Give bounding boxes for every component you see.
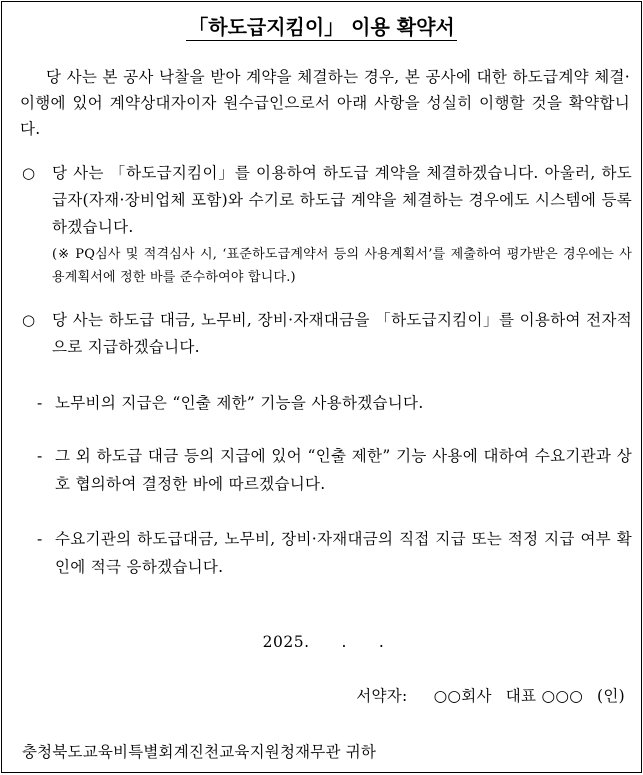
dash-bullet-icon: -: [37, 447, 43, 465]
circle-bullet-icon: ○: [22, 164, 36, 182]
dash-bullet-icon: -: [37, 394, 43, 412]
circle-bullet-icon: ○: [22, 311, 36, 329]
sub-item-3: [37, 525, 632, 581]
clause-1: [22, 160, 632, 289]
addressee: 충청북도교육비특별회계진천교육지원청재무관 귀하: [22, 743, 377, 761]
signer-label: 서약자:: [356, 687, 408, 705]
clause-1-note: (※ PQ심사 및 적격심사 시, ‘표준하도급계약서 등의 사용계획서’를 제출하여 평가받은 경우에는 사용계획서에 정한 바를 준수하여야 합니다.): [52, 247, 632, 285]
signer-representative: 대표 ○○○: [505, 687, 584, 705]
sub-item-2-text: 그 외 하도급 대금 등의 지급에 있어 “인출 제한” 기능 사용에 대하여 수요기관과 상호 협의하여 결정한 바에 따르겠습니다.: [55, 447, 632, 493]
document-title: [2, 11, 641, 40]
document-title-text: 「하도급지킴이」 이용 확약서: [188, 15, 455, 39]
signer-line: [356, 684, 625, 706]
intro-paragraph: 당 사는 본 공사 낙찰을 받아 계약을 체결하는 경우, 본 공사에 대한 하도급계약 체결·이행에 있어 계약상대자이자 원수급인으로서 아래 사항을 성실히 이행할 것을 확약합니다.: [20, 68, 630, 138]
clause-2-text: 당 사는 하도급 대금, 노무비, 장비·자재대금을 「하도급지킴이」를 이용하여 전자적으로 지급하겠습니다.: [52, 311, 632, 356]
sub-item-3-text: 수요기관의 하도급대금, 노무비, 장비·자재대금의 직접 지급 또는 적정 지급 여부 확인에 적극 응하겠습니다.: [55, 530, 632, 576]
dash-bullet-icon: -: [37, 530, 43, 548]
document-page: [1, 1, 642, 773]
date-line: 2025. . .: [262, 633, 385, 651]
sub-item-1: [37, 389, 632, 417]
clause-1-text: 당 사는 「하도급지킴이」를 이용하여 하도급 계약을 체결하겠습니다. 아울러, 하도급자(자재·장비업체 포함)와 수기로 하도급 계약을 체결하는 경우에도 시스템에 등록하겠습니다.: [52, 164, 632, 236]
clause-2: [22, 307, 632, 361]
sub-item-1-text: 노무비의 지급은 “인출 제한” 기능을 사용하겠습니다.: [55, 394, 424, 412]
sub-item-2: [37, 442, 632, 498]
signer-company: ○○회사: [433, 687, 492, 705]
seal-mark: (인): [597, 687, 625, 705]
